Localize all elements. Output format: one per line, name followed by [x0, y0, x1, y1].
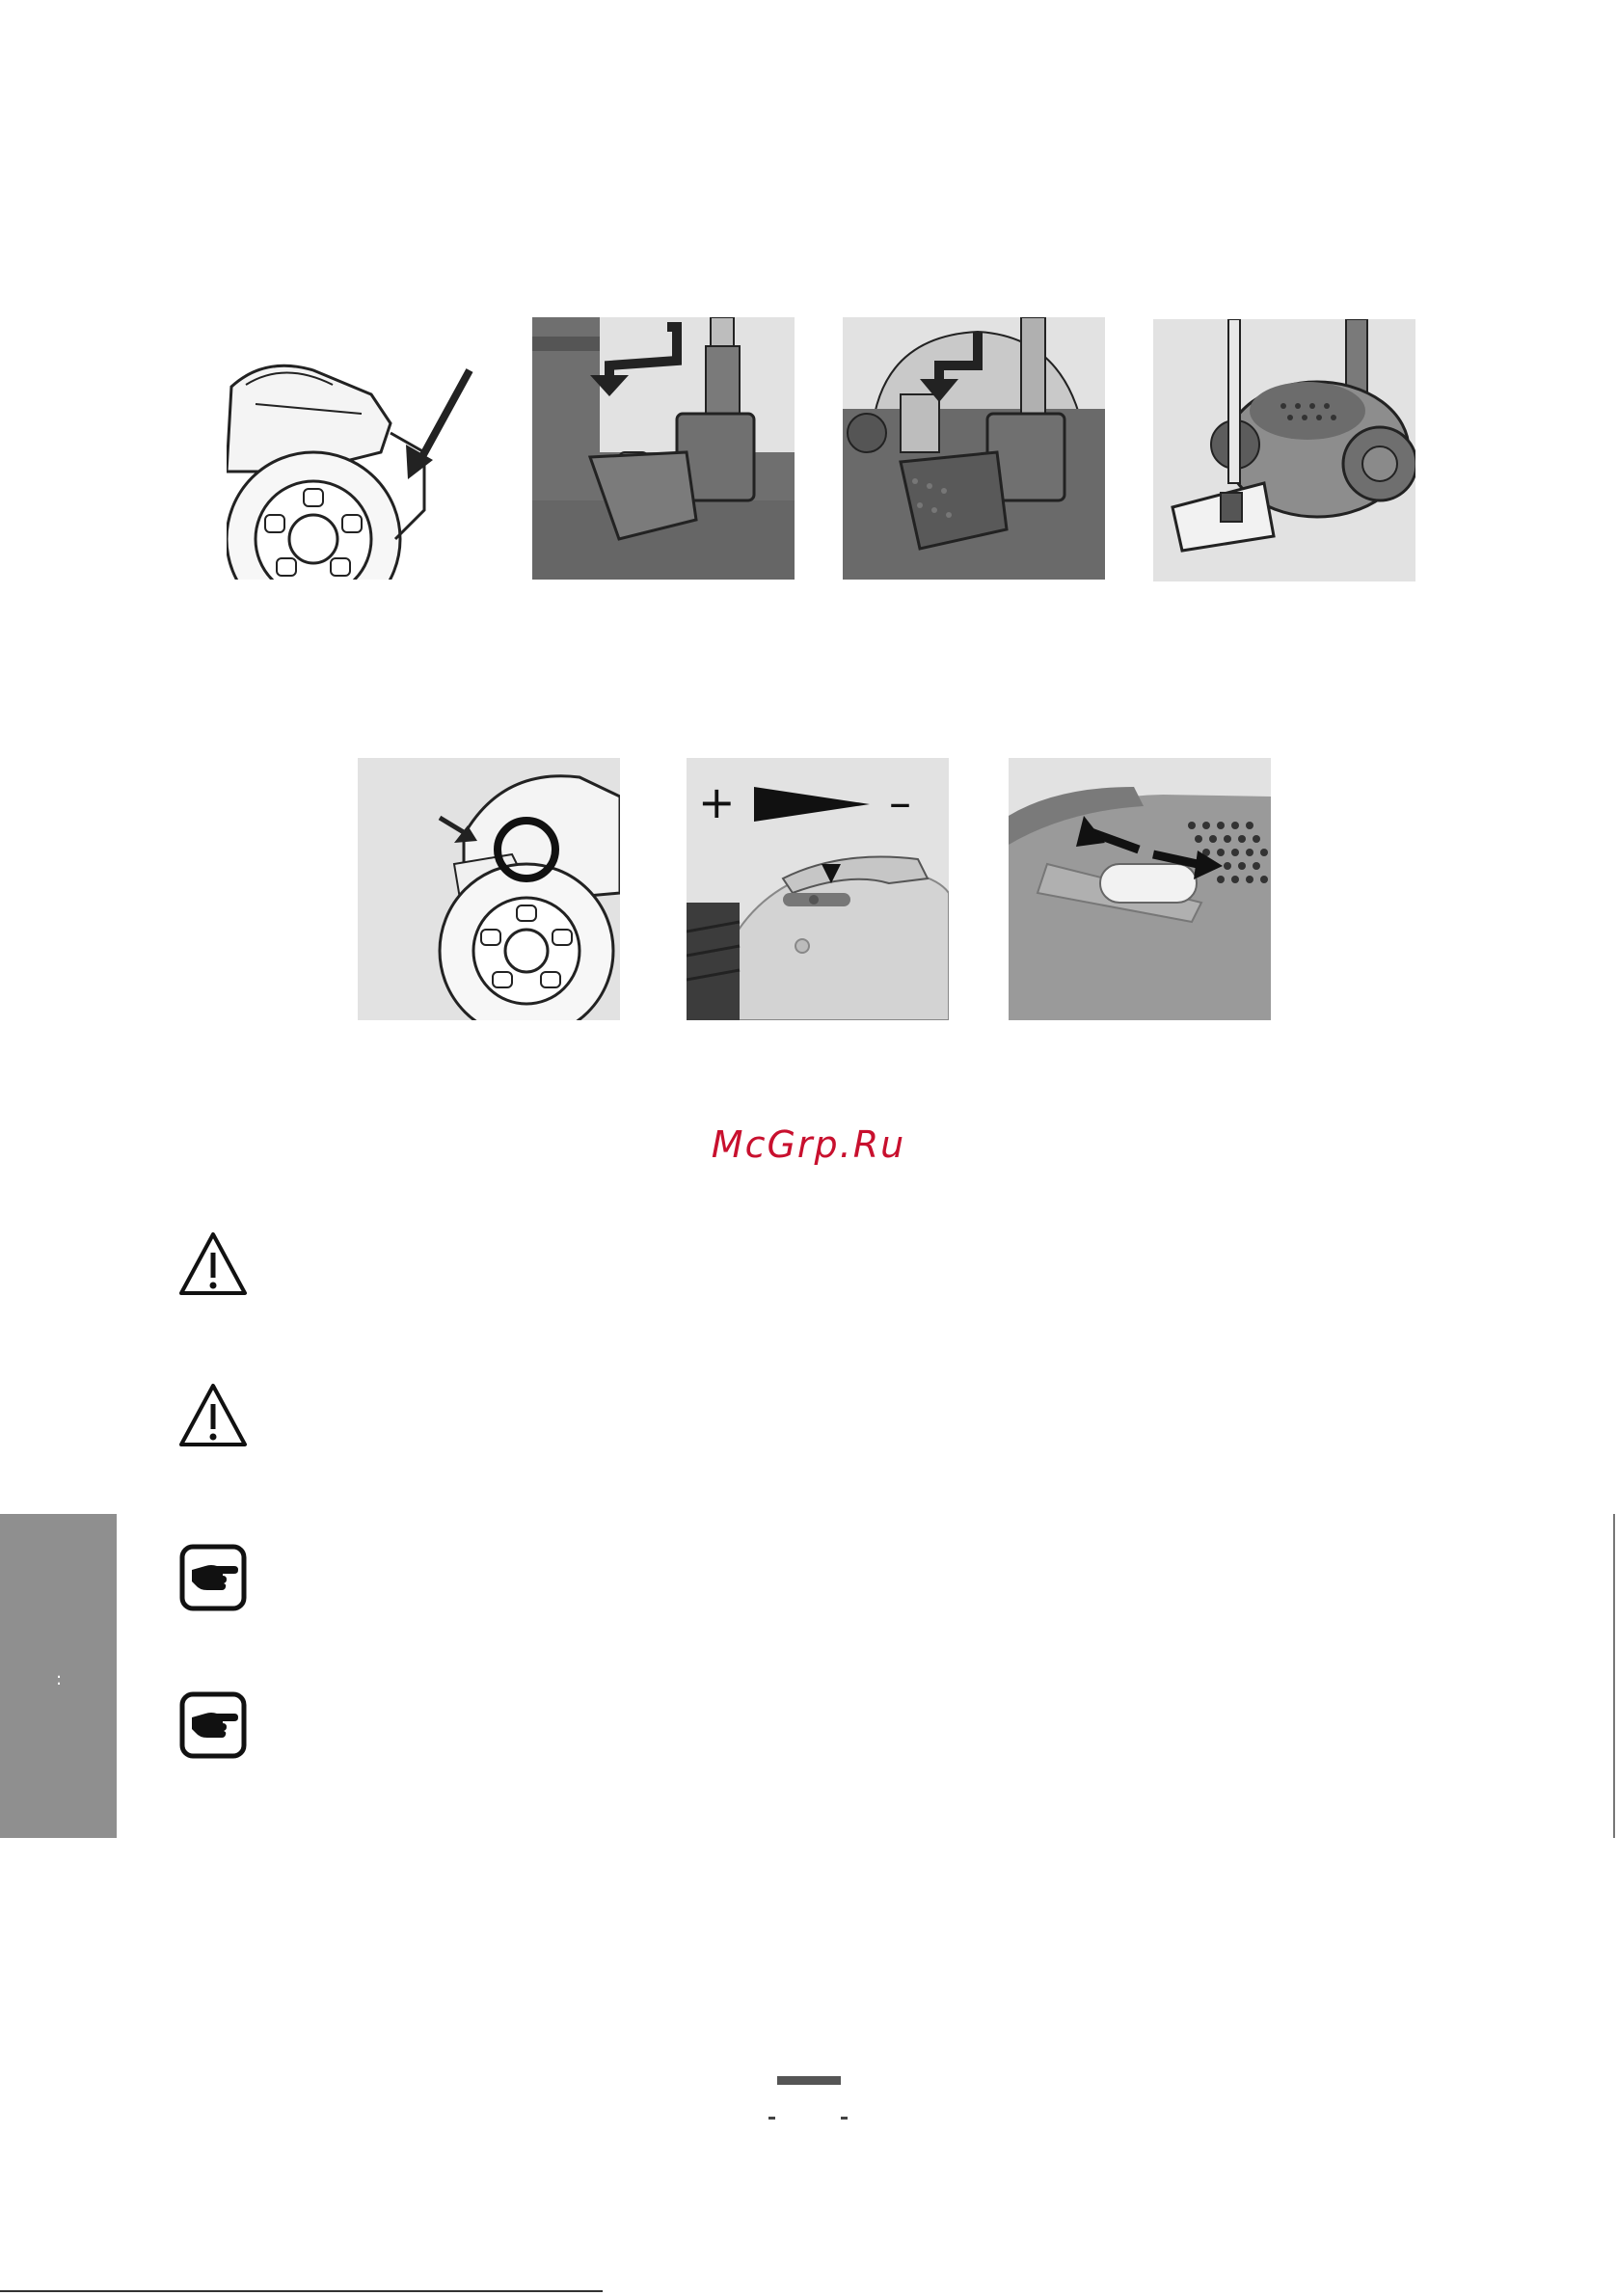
figure-upright-storage: [1153, 319, 1415, 581]
bottom-rule: [0, 2290, 603, 2292]
pointing-hand-note-icon: [178, 1543, 248, 1612]
page-dash-right: [841, 2117, 848, 2120]
side-tab-marker: :: [56, 1669, 63, 1689]
page-dash-left: [768, 2117, 775, 2120]
side-section-tab: [0, 1514, 117, 1838]
figure-nozzle-parking: [843, 317, 1105, 580]
warning-triangle-icon: [178, 1381, 248, 1450]
figure-power-regulator: [687, 758, 949, 1020]
figure-container-latch: [227, 317, 489, 580]
figure-hose-into-nozzle: [532, 317, 795, 580]
page-number-bar: [777, 2076, 841, 2085]
figure-slide-switch: [1009, 758, 1271, 1020]
warning-triangle-icon: [178, 1229, 248, 1299]
figure-filter-cover-release: [358, 758, 620, 1020]
regulator-minus-label: –: [889, 776, 911, 828]
regulator-plus-label: +: [698, 776, 736, 828]
watermark: McGrp.Ru: [711, 1123, 906, 1166]
right-margin-rule: [1613, 1514, 1615, 1838]
pointing-hand-note-icon: [178, 1690, 248, 1760]
